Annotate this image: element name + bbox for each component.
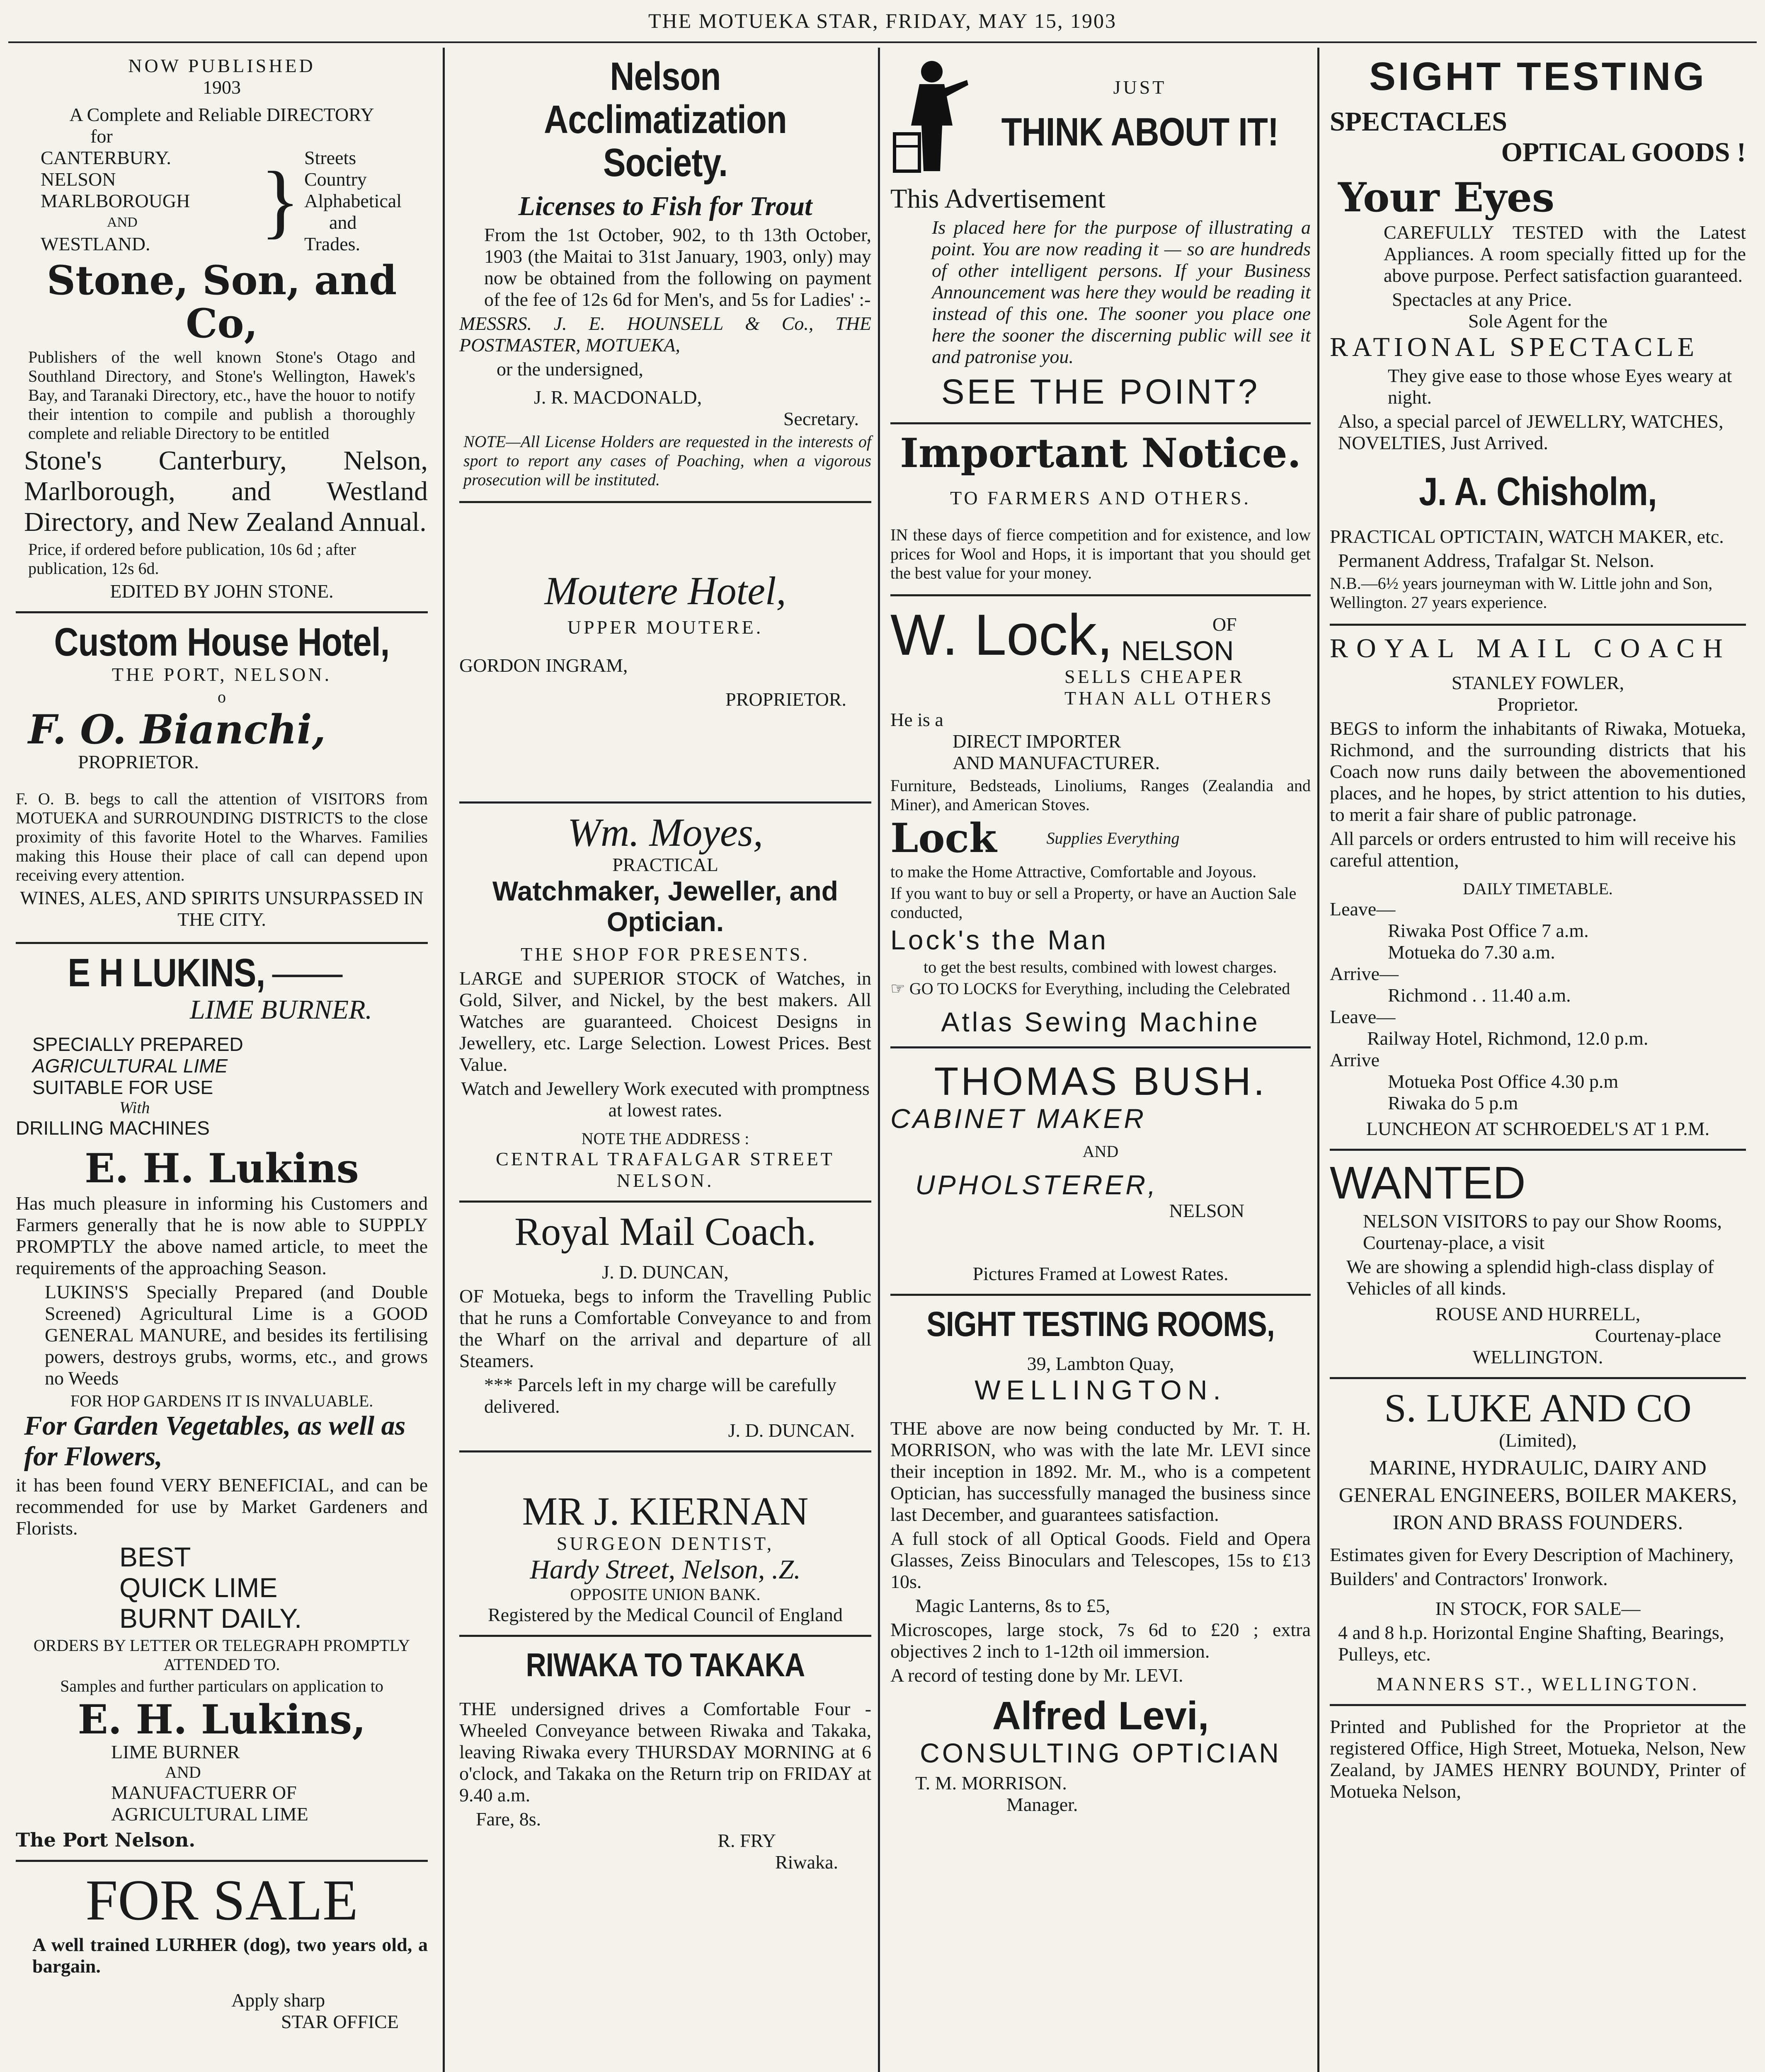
timetable-arrive-2: Arrive [1330, 1049, 1380, 1070]
ornament: o [218, 687, 226, 706]
spect-l1: SPECTACLES [1330, 107, 1507, 137]
fowler-parcels: All parcels or orders entrusted to him will receive his careful attention, [1330, 828, 1736, 871]
sight-title: SIGHT TESTING ROOMS, [926, 1305, 1275, 1343]
lukins-garden-1: For Garden Vegetables, as well as for Flowers, [24, 1411, 406, 1472]
directory-item: Country [304, 169, 367, 190]
luke-stock: IN STOCK, FOR SALE— [1435, 1598, 1641, 1619]
column-rule [443, 48, 445, 2072]
bush-l2: AND [1082, 1142, 1119, 1161]
lukins-quality-2: QUICK LIME [119, 1572, 278, 1603]
spect-also: Also, a special parcel of JEWELLRY, WATCHES, NOVELTIES, Just Arrived. [1338, 411, 1724, 453]
hotel-name: Custom House Hotel, [54, 620, 390, 664]
coach-title: Royal Mail Coach. [514, 1209, 816, 1254]
imprint [1330, 1706, 1746, 1814]
coach-owner: J. D. DUNCAN, [602, 1261, 729, 1283]
important-notice-ad [890, 424, 1311, 596]
lukins-t4: AGRICULTURAL LIME [111, 1803, 308, 1825]
lock-ad [890, 596, 1311, 1048]
moyes-note: NOTE THE ADDRESS : [581, 1129, 749, 1148]
society-title: Nelson Acclimatization Society. [544, 54, 787, 185]
riwaka-place: Riwaka. [775, 1852, 838, 1873]
riwaka-fare: Fare, 8s. [476, 1808, 541, 1830]
hotel-body: F. O. B. begs to call the attention of VISITORS from MOTUEKA and SURROUNDING DISTRICTS to the close proximity of this favorite Hotel to the Wharves. Families making this House their place of call can depend upon receiving every attention. [16, 789, 428, 884]
lukins-name-3: E. H. Lukins, [78, 1696, 366, 1743]
lukins-name-2: E. H. Lukins [85, 1145, 359, 1192]
lukins-name: E H LUKINS, [47, 951, 397, 995]
region: WESTLAND. [41, 233, 150, 254]
riwaka-title: RIWAKA TO TAKAKA [526, 1646, 805, 1683]
spect-eyes: Your Eyes [1338, 174, 1555, 221]
wanted-body: NELSON VISITORS to pay our Show Rooms, Courtenay-place, a visit [1363, 1210, 1722, 1253]
lukins-body-2: LUKINS'S Specially Prepared (and Double Screened) Agricultural Lime is a GOOD GENERAL MANURE, and besides its fertilising powers, destroys grubs, worms, etc., and grows no Weeds [45, 1281, 428, 1389]
spect-agent: Sole Agent for the [1468, 310, 1607, 332]
column-1 [8, 48, 435, 2072]
kiernan-ad [459, 1452, 871, 1637]
luke-engines: 4 and 8 h.p. Horizontal Engine Shafting, Bearings, Pulleys, etc. [1338, 1622, 1724, 1665]
hotel-wines: WINES, ALES, AND SPIRITS UNSURPASSED IN THE CITY. [20, 887, 424, 930]
lukins-ad [16, 944, 428, 1862]
lock-supplies: Supplies Everything [1046, 829, 1180, 847]
levi-manager-name: T. M. MORRISON. [915, 1772, 1067, 1794]
bush-name: THOMAS BUSH. [934, 1059, 1267, 1104]
bush-l4: NELSON [1169, 1200, 1244, 1221]
lock-heis: He is a [890, 709, 943, 730]
spect-l2: OPTICAL GOODS ! [1501, 137, 1746, 167]
timetable-row: Motueka do 7.30 a.m. [1388, 942, 1555, 963]
kiernan-reg: Registered by the Medical Council of England [488, 1604, 843, 1625]
sight-addr: 39, Lambton Quay, [1027, 1353, 1174, 1374]
think-point: SEE THE POINT? [941, 372, 1260, 411]
timetable-row: Railway Hotel, Richmond, 12.0 p.m. [1367, 1028, 1649, 1049]
sight-city: WELLINGTON. [975, 1375, 1227, 1405]
column-3 [883, 48, 1318, 2072]
moutere-role: PROPRIETOR. [725, 689, 846, 710]
wanted-title: WANTED [1330, 1157, 1526, 1208]
spect-ease: They give ease to those whose Eyes weary at night. [1388, 365, 1732, 408]
bush-l1: CABINET MAKER [890, 1103, 1147, 1134]
directory-item: and [329, 212, 357, 233]
imprint-text: Printed and Published for the Proprietor at the registered Office, High Street, Motueka, Nelson, New Zealand, by JAMES HENRY BOUNDY, Printer of Motueka Nelson, [1330, 1716, 1746, 1802]
chisholm-nb: N.B.—6½ years journeyman with W. Little john and Son, Wellington. 27 years experience. [1330, 574, 1713, 612]
moyes-ad [459, 804, 871, 1203]
society-sec: Secretary. [783, 408, 859, 429]
column-4 [1322, 48, 1753, 2072]
lukins-spec-1: SPECIALLY PREPARED [32, 1034, 243, 1055]
lukins-trade: LIME BURNER. [190, 995, 372, 1025]
lukins-body-1: Has much pleasure in informing his Customers and Farmers generally that he is now able to SUPPLY PROMPTLY the above named article, to meet the requirements of the approaching Season. [16, 1193, 428, 1278]
moyes-body-2: Watch and Jewellery Work executed with promptness at lowest rates. [461, 1078, 870, 1121]
sight-testing-rooms-ad [890, 1296, 1311, 1825]
for-sale-body: A well trained LURHER (dog), two years old, a bargain. [32, 1934, 428, 1977]
sight-micro: Microscopes, large stock, 7s 6d to £20 ; extra objectives 2 inch to 1-12th oil immersion. [890, 1619, 1311, 1662]
directory-ad [16, 48, 428, 613]
society-note: NOTE—All License Holders are requested in the interests of sport to report any cases of Poaching, when a vigorous prosecution will be instituted. [463, 432, 871, 489]
spect-title: SIGHT TESTING [1369, 54, 1707, 99]
lock-mf: AND MANUFACTURER. [953, 752, 1160, 773]
for-sale-office: STAR OFFICE [281, 2011, 399, 2032]
think-body: Is placed here for the purpose of illustrating a point. You are now reading it — so are hundreds of other intelligent persons. If your Business Announcement was here they would be reading it instead of this one. The sooner you place one here the sooner the discerning public will see it and patronise you. [932, 217, 1311, 367]
sight-body-2: A full stock of all Optical Goods. Field and Opera Glasses, Zeiss Binoculars and Telescopes, 15s to £13 10s. [890, 1528, 1311, 1592]
society-agents: MESSRS. J. E. HOUNSELL & Co., THE POSTMASTER, MOTUEKA, [459, 313, 871, 356]
lock-furn: Furniture, Bedsteads, Linoliums, Ranges (Zealandia and Miner), and American Stoves. [890, 776, 1311, 814]
lock-atlas: Atlas Sewing Machine [941, 1007, 1260, 1037]
think-about-it-ad [890, 48, 1311, 424]
lukins-spec-4: With [119, 1098, 150, 1117]
thomas-bush-ad [890, 1048, 1311, 1296]
riwaka-takaka-ad [459, 1637, 871, 1882]
for-label: for [90, 126, 113, 147]
riwaka-body: THE undersigned drives a Comfortable Four - Wheeled Conveyance between Riwaka and Takaka, leaving Riwaka every THURSDAY MORNING at 6 o'clock, and Takaka on the Return trip on FRIDAY at 9.40 a.m. [459, 1698, 871, 1806]
lukins-t1: LIME BURNER [111, 1741, 240, 1762]
sight-testing-chisholm-ad [1330, 48, 1746, 626]
fowler-owner: STANLEY FOWLER, [1451, 672, 1624, 693]
wanted-addr: Courtenay-place [1595, 1325, 1721, 1346]
moyes-l2: Watchmaker, Jeweller, and Optician. [492, 876, 838, 937]
masthead: THE MOTUEKA STAR, FRIDAY, MAY 15, 1903 [648, 9, 1117, 32]
timetable-row: Richmond . . 11.40 a.m. [1388, 985, 1571, 1006]
directory-item: Alphabetical [304, 190, 402, 211]
moyes-l1: PRACTICAL [612, 854, 718, 875]
notice-body: IN these days of fierce competition and for existence, and low prices for Wool and Hops, it is important that you should get the best value for your money. [890, 525, 1311, 582]
moutere-hotel-ad [459, 503, 871, 804]
wanted-body-2: We are showing a splendid high-class display of Vehicles of all kinds. [1346, 1256, 1714, 1299]
lock-of: OF [1212, 614, 1237, 635]
coach-sig: J. D. DUNCAN. [728, 1420, 855, 1441]
luke-name: S. LUKE AND CO [1384, 1386, 1692, 1430]
fowler-role: Proprietor. [1497, 694, 1578, 715]
directory-heading: A Complete and Reliable DIRECTORY [69, 104, 374, 125]
lukins-quality-1: BEST [119, 1542, 191, 1572]
luke-addr: MANNERS ST., WELLINGTON. [1376, 1673, 1700, 1694]
notice-to: TO FARMERS AND OTHERS. [950, 487, 1251, 508]
luke-builders: Builders' and Contractors' Ironwork. [1330, 1568, 1608, 1589]
fowler-coach-title: ROYAL MAIL COACH [1330, 633, 1731, 663]
kiernan-name: MR J. KIERNAN [522, 1489, 809, 1533]
lukins-spec-5: DRILLING MACHINES [16, 1117, 210, 1139]
hotel-place: THE PORT, NELSON. [112, 664, 332, 685]
kiernan-role: SURGEON DENTIST, [556, 1533, 774, 1554]
society-sub: Licenses to Fish for Trout [518, 191, 812, 221]
timetable-heading: DAILY TIMETABLE. [1463, 879, 1613, 898]
directory-item: Streets [304, 147, 356, 168]
luke-and-co-ad [1330, 1379, 1746, 1706]
levi-manager-title: Manager. [1006, 1794, 1078, 1815]
bush-frames: Pictures Framed at Lowest Rates. [972, 1263, 1229, 1284]
kiernan-addr: Hardy Street, Nelson, .Z. [530, 1554, 801, 1585]
lock-cheaper-2: THAN ALL OTHERS [1064, 687, 1274, 709]
year: 1903 [203, 77, 241, 98]
luke-estimates: Estimates given for Every Description of Machinery, [1330, 1544, 1734, 1565]
brace: } [260, 155, 300, 247]
timetable-luncheon: LUNCHEON AT SCHROEDEL'S AT 1 P.M. [1366, 1118, 1710, 1139]
moyes-l3: THE SHOP FOR PRESENTS. [521, 944, 810, 965]
orator-figure-icon [890, 55, 969, 175]
chisholm-perm: Permanent Address, Trafalgar St. Nelson. [1338, 550, 1654, 571]
directory-regions [16, 147, 428, 255]
timetable-row: Motueka Post Office 4.30 p.m [1388, 1071, 1619, 1092]
directory-item: Trades. [304, 233, 361, 254]
think-sub: This Advertisement [890, 184, 1106, 214]
chisholm-name: J. A. Chisholm, [1419, 470, 1657, 514]
think-just: JUST [1113, 77, 1167, 98]
lock-prop: If you want to buy or sell a Property, or have an Auction Sale conducted, [890, 884, 1297, 922]
notice-title: Important Notice. [900, 430, 1301, 477]
for-sale-apply: Apply sharp [231, 1990, 325, 2011]
riwaka-sig: R. FRY [718, 1830, 776, 1851]
timetable-leave-1: Leave— [1330, 898, 1396, 920]
publisher-body: Publishers of the well known Stone's Otago and Southland Directory, and Stone's Wellington, Hawek's Bay, and Taranaki Directory, etc., have the houor to notify their intention to compile and publish a thoroughly complete and reliable Directory to be entitled [28, 348, 415, 443]
lukins-spec-2: AGRICULTURAL LIME [32, 1055, 228, 1077]
lukins-hop: FOR HOP GARDENS IT IS INVALUABLE. [70, 1392, 373, 1410]
masthead-rule [8, 41, 1757, 43]
moutere-owner: GORDON INGRAM, [459, 655, 628, 676]
for-sale-ad [16, 1862, 428, 2042]
lukins-t3: MANUFACTUERR OF [111, 1782, 297, 1803]
levi-name: Alfred Levi, [992, 1694, 1209, 1738]
moutere-place: UPPER MOUTERE. [567, 617, 764, 638]
lock-man: Lock's the Man [890, 925, 1108, 955]
region: MARLBOROUGH [41, 190, 190, 211]
lock-home: to make the Home Attractive, Comfortable and Joyous. [890, 862, 1257, 881]
hotel-owner: F. O. Bianchi, [28, 706, 326, 753]
lukins-port: The Port Nelson. [16, 1829, 196, 1851]
lukins-t2: AND [165, 1763, 201, 1782]
royal-mail-coach-duncan-ad [459, 1203, 871, 1452]
sight-lanterns: Magic Lanterns, 8s to £5, [915, 1595, 1110, 1616]
chisholm-role: PRACTICAL OPTICTAIN, WATCH MAKER, etc. [1330, 526, 1724, 547]
directory-title: Stone's Canterbury, Nelson, Marlborough, and Westland Directory, and New Zealand Annual. [24, 445, 428, 537]
sight-record: A record of testing done by Mr. LEVI. [890, 1665, 1183, 1686]
lock-go: ☞ GO TO LOCKS for Everything, including the Celebrated [890, 979, 1290, 998]
think-title: THINK ABOUT IT! [1001, 110, 1279, 154]
moyes-name: Wm. Moyes, [567, 810, 763, 854]
wanted-name: ROUSE AND HURRELL, [1435, 1303, 1641, 1324]
now-published: NOW PUBLISHED [128, 55, 315, 76]
lock-di: DIRECT IMPORTER [953, 731, 1121, 752]
lukins-quality-3: BURNT DAILY. [119, 1603, 302, 1634]
lock-best: to get the best results, combined with lowest charges. [924, 958, 1277, 976]
moyes-body-1: LARGE and SUPERIOR STOCK of Watches, in Gold, Silver, and Nickel, by the best makers. All Watches are guaranteed. Choicest Designs in Jewellery, etc. Large Selection. Lowest Prices. Best Value. [459, 968, 871, 1075]
society-or: or the undersigned, [497, 358, 643, 380]
directory-price: Price, if ordered before publication, 10s 6d ; after publication, 12s 6d. [28, 540, 356, 578]
for-sale-title: FOR SALE [85, 1868, 358, 1932]
lock-name: W. Lock, [890, 602, 1113, 667]
bush-l3: UPHOLSTERER, [915, 1169, 1158, 1200]
timetable-row: Riwaka do 5 p.m [1388, 1092, 1518, 1113]
region: CANTERBURY. [41, 147, 171, 168]
spect-body: CAREFULLY TESTED with the Latest Appliances. A room specially fitted up for the above purpose. Perfect satisfaction guaranteed. [1384, 222, 1746, 286]
acclimatization-ad [459, 48, 871, 503]
lukins-samples: Samples and further particulars on application to [60, 1677, 383, 1695]
lukins-spec-3: SUITABLE FOR USE [32, 1077, 213, 1098]
fowler-body: BEGS to inform the inhabitants of Riwaka, Motueka, Richmond, and the surrounding districts that his Coach now runs daily between the abovementioned places, and he hopes, by strict attention to his duties, to merit a fair share of public patronage. [1330, 718, 1746, 825]
moutere-name: Moutere Hotel, [544, 569, 786, 613]
society-body: From the 1st October, 902, to th 13th October, 1903 (the Maitai to 31st January, 1903, only) may now be obtained from the following on payment of the fee of 12s 6d for Men's, and 5s for Ladies' :- [484, 224, 871, 310]
custom-house-hotel-ad [16, 613, 428, 944]
lock-cheaper-1: SELLS CHEAPER [1064, 666, 1245, 687]
spect-rational: RATIONAL SPECTACLE [1330, 332, 1699, 362]
lukins-orders: ORDERS BY LETTER OR TELEGRAPH PROMPTLY ATTENDED TO. [33, 1636, 410, 1674]
luke-ltd: (Limited), [1499, 1430, 1577, 1451]
region: NELSON [41, 169, 116, 190]
publisher-name: Stone, Son, and Co, [46, 257, 397, 347]
coach-parcels: *** Parcels left in my charge will be carefully delivered. [484, 1374, 836, 1417]
society-sig: J. R. MACDONALD, [534, 387, 702, 408]
kiernan-opp: OPPOSITE UNION BANK. [570, 1585, 761, 1604]
region: AND [107, 215, 138, 230]
coach-body: OF Motueka, begs to inform the Travelling Public that he runs a Comfortable Conveyance to and from the Wharf on the arrival and departure of all Steamers. [459, 1285, 871, 1371]
timetable-leave-2: Leave— [1330, 1006, 1396, 1027]
moyes-addr: CENTRAL TRAFALGAR STREET NELSON. [496, 1148, 835, 1191]
spect-price: Spectacles at any Price. [1392, 289, 1572, 310]
lukins-garden-2: it has been found VERY BENEFICIAL, and can be recommended for use by Market Gardeners and Florists. [16, 1474, 428, 1539]
lock-nelson: NELSON [1121, 635, 1234, 666]
levi-role: CONSULTING OPTICIAN [920, 1738, 1281, 1768]
directory-editor: EDITED BY JOHN STONE. [110, 581, 334, 602]
wanted-ad [1330, 1151, 1746, 1379]
column-2 [452, 48, 879, 2072]
sight-body-1: THE above are now being conducted by Mr. T. H. MORRISON, who was with the late Mr. LEVI since their inception in 1892. Mr. M., who is a competent Optician, has successfully managed the business since last December, and guarantees satisfaction. [890, 1418, 1311, 1525]
wanted-city: WELLINGTON. [1472, 1346, 1603, 1368]
lock-name-2: Lock [890, 815, 997, 862]
timetable-arrive-1: Arrive— [1330, 963, 1399, 984]
royal-mail-coach-fowler-ad [1330, 626, 1746, 1151]
luke-trades: MARINE, HYDRAULIC, DAIRY AND GENERAL ENGINEERS, BOILER MAKERS, IRON AND BRASS FOUNDERS. [1338, 1456, 1737, 1534]
hotel-role: PROPRIETOR. [78, 751, 199, 772]
timetable-row: Riwaka Post Office 7 a.m. [1388, 920, 1589, 941]
